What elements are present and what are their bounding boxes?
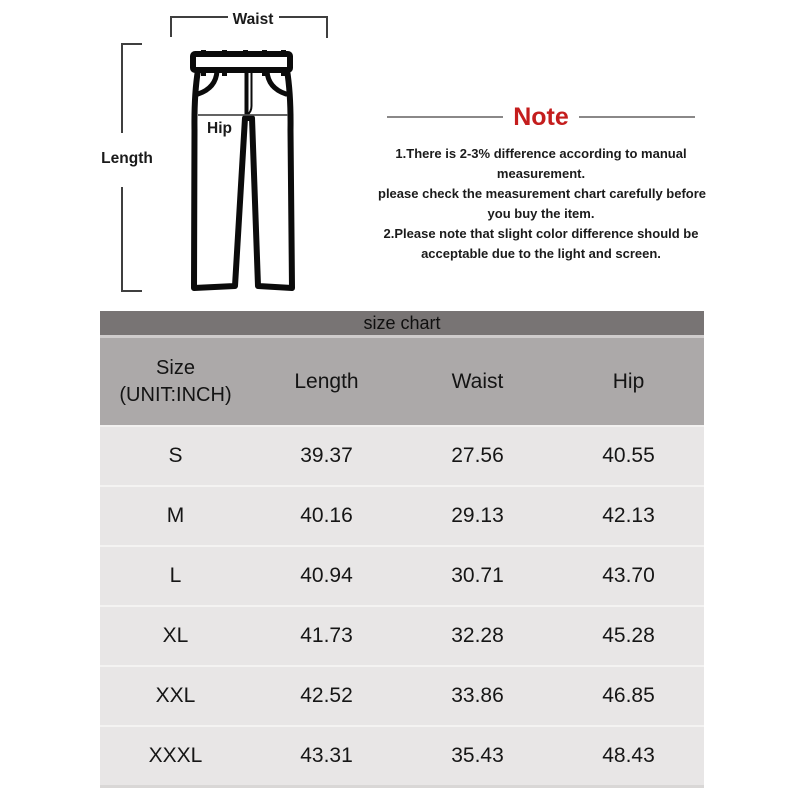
waist-bracket-left [171,17,228,37]
note-line-2: measurement. [496,166,586,181]
cell-size: XXXL [148,744,203,767]
cell-hip: 42.13 [602,504,655,527]
cell-length: 40.94 [300,564,353,587]
size-chart-header-row [100,338,704,427]
cell-length: 41.73 [300,624,353,647]
note-line-4: you buy the item. [487,206,595,221]
waist-bracket-right [279,17,327,38]
table-row-m [100,487,704,547]
pants-outline [194,70,292,288]
size-header-line1: Size [156,356,195,379]
cell-size: XXL [155,684,196,707]
hip-label: Hip [207,120,232,137]
length-bracket-top [122,44,142,133]
cell-waist: 27.56 [451,444,504,467]
cell-waist: 33.86 [451,684,504,707]
note-line-6: acceptable due to the light and screen. [421,246,661,261]
column-header-length: Length [294,369,359,393]
table-row-s [100,427,704,487]
cell-waist: 29.13 [451,504,504,527]
size-chart-title: size chart [100,311,704,338]
column-header-hip: Hip [612,369,645,393]
cell-length: 42.52 [300,684,353,707]
column-header-waist: Waist [451,369,504,393]
size-chart-table [100,311,704,788]
note-divider-left [387,116,503,118]
note-section [378,103,707,264]
cell-hip: 48.43 [602,744,655,767]
note-line-3: please check the measurement chart carefully before [378,186,707,201]
note-divider-right [579,116,695,118]
cell-hip: 43.70 [602,564,655,587]
cell-length: 40.16 [300,504,353,527]
cell-hip: 45.28 [602,624,655,647]
table-row-xxxl [100,727,704,785]
size-chart-body [100,427,704,788]
cell-size: XL [162,624,189,647]
size-header-line2: (UNIT:INCH) [119,383,232,406]
cell-waist: 30.71 [451,564,504,587]
length-bracket-bottom [122,187,142,291]
cell-length: 43.31 [300,744,353,767]
length-label: Length [101,150,153,167]
note-line-5: 2.Please note that slight color difference should be [383,226,699,241]
waist-label: Waist [232,11,274,28]
cell-waist: 35.43 [451,744,504,767]
table-row-l [100,547,704,607]
cell-size: L [169,564,182,587]
note-text [378,144,707,264]
note-title: Note [513,103,569,131]
cell-waist: 32.28 [451,624,504,647]
table-row-xxl [100,667,704,727]
table-row-xl [100,607,704,667]
cell-hip: 40.55 [602,444,655,467]
pants-measurement-diagram [95,0,355,300]
column-header-size [119,355,231,409]
cell-size: M [166,504,185,527]
note-header [378,103,704,131]
pants-waistband [193,54,290,70]
cell-hip: 46.85 [602,684,655,707]
note-line-1: 1.There is 2-3% difference according to manual [395,146,687,161]
cell-length: 39.37 [300,444,353,467]
cell-size: S [168,444,183,467]
